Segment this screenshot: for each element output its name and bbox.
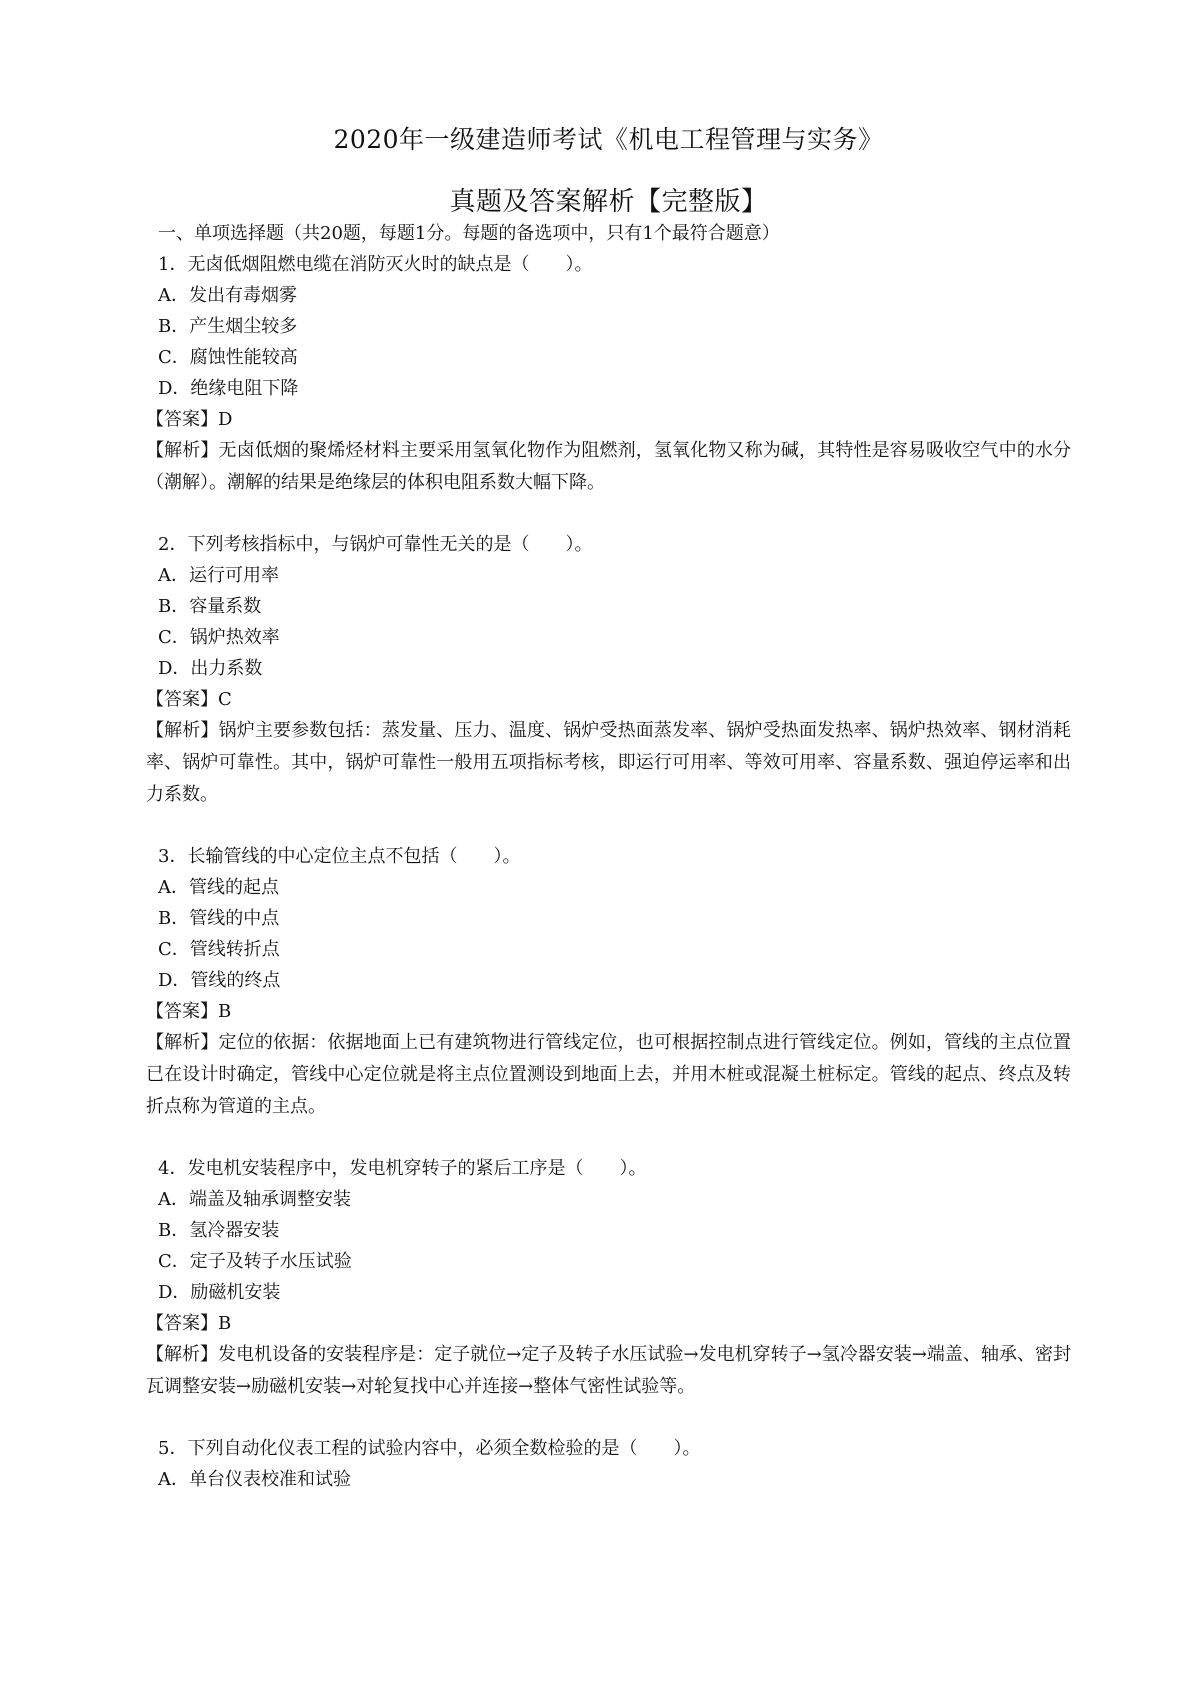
- analysis: 【解析】定位的依据：依据地面上已有建筑物进行管线定位，也可根据控制点进行管线定位。例如，管线的主点位置已在设计时确定，管线中心定位就是将主点位置测设到地面上去，并用木桩或混凝土桩标定。管线的起点、终点及转折点称为管道的主点。: [146, 1032, 1071, 1117]
- option-a: A．运行可用率: [158, 565, 279, 586]
- option-c: C．锅炉热效率: [158, 627, 280, 648]
- option-a: A．单台仪表校准和试验: [158, 1469, 351, 1490]
- option-a: A．端盖及轴承调整安装: [158, 1189, 351, 1210]
- option-c: C．腐蚀性能较高: [158, 347, 298, 368]
- question-stem: 2．下列考核指标中，与锅炉可靠性无关的是（ ）。: [158, 534, 593, 555]
- document-subtitle: 真题及答案解析【完整版】: [449, 187, 768, 217]
- question-stem: 3．长输管线的中心定位主点不包括（ ）。: [158, 846, 521, 867]
- document-title: 2020年一级建造师考试《机电工程管理与实务》: [333, 125, 884, 154]
- option-d: D．管线的终点: [158, 970, 281, 991]
- answer: 【答案】B: [146, 1313, 232, 1334]
- answer: 【答案】C: [146, 689, 232, 710]
- section-heading: 一、单项选择题（共20题，每题1分。每题的备选项中，只有1个最符合题意）: [158, 223, 780, 244]
- question-stem: 1．无卤低烟阻燃电缆在消防灭火时的缺点是（ ）。: [158, 254, 593, 275]
- question-1: [146, 249, 1071, 499]
- question-stem: 5．下列自动化仪表工程的试验内容中，必须全数检验的是（ ）。: [158, 1438, 701, 1459]
- option-b: B．产生烟尘较多: [158, 316, 298, 337]
- option-a: A．发出有毒烟雾: [158, 285, 297, 306]
- option-b: B．管线的中点: [158, 908, 280, 929]
- analysis: 【解析】锅炉主要参数包括：蒸发量、压力、温度、锅炉受热面蒸发率、锅炉受热面发热率、锅炉热效率、钢材消耗率、锅炉可靠性。其中，锅炉可靠性一般用五项指标考核，即运行可用率、等效可用率、容量系数、强迫停运率和出力系数。: [146, 720, 1071, 805]
- analysis: 【解析】发电机设备的安装程序是：定子就位→定子及转子水压试验→发电机穿转子→氢冷器安装→端盖、轴承、密封瓦调整安装→励磁机安装→对轮复找中心并连接→整体气密性试验等。: [146, 1344, 1071, 1397]
- question-stem: 4．发电机安装程序中，发电机穿转子的紧后工序是（ ）。: [158, 1158, 647, 1179]
- answer: 【答案】D: [146, 409, 233, 430]
- question-2: [146, 529, 1071, 811]
- option-d: D．绝缘电阻下降: [158, 378, 299, 399]
- answer: 【答案】B: [146, 1001, 232, 1022]
- option-a: A．管线的起点: [158, 877, 279, 898]
- option-d: D．出力系数: [158, 658, 263, 679]
- analysis: 【解析】无卤低烟的聚烯烃材料主要采用氢氧化物作为阻燃剂，氢氧化物又称为碱，其特性是容易吸收空气中的水分（潮解）。潮解的结果是绝缘层的体积电阻系数大幅下降。: [146, 440, 1071, 493]
- question-5: [146, 1433, 1071, 1495]
- question-3: [146, 841, 1071, 1123]
- option-b: B．容量系数: [158, 596, 262, 617]
- option-b: B．氢冷器安装: [158, 1220, 280, 1241]
- option-d: D．励磁机安装: [158, 1282, 281, 1303]
- option-c: C．管线转折点: [158, 939, 280, 960]
- option-c: C．定子及转子水压试验: [158, 1251, 352, 1272]
- question-4: [146, 1153, 1071, 1403]
